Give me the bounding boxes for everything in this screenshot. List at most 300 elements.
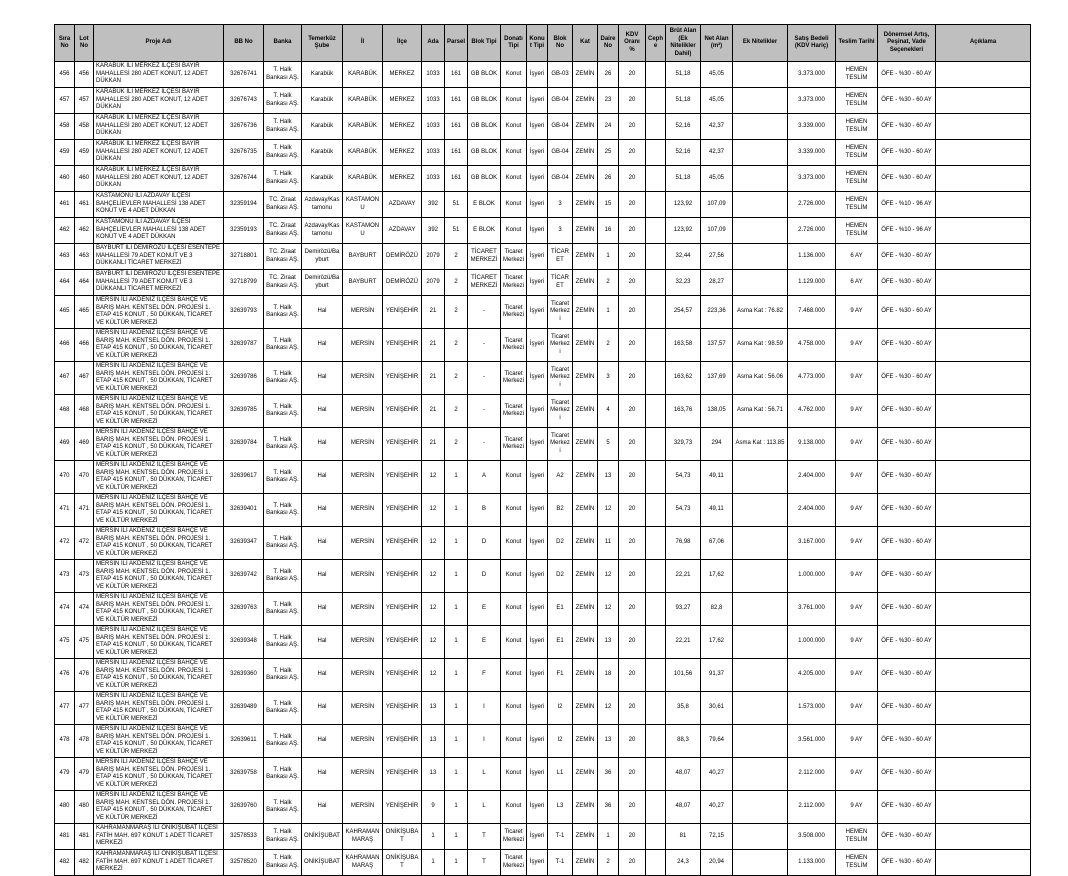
column-header-cephe: Cephe	[646, 25, 666, 62]
column-header-brut: Brüt Alan (Ek Nitelikler Dahil)	[666, 25, 701, 62]
cell-lot: 456	[75, 62, 94, 88]
cell-ilce: MERKEZ	[383, 88, 422, 114]
cell-banka: T. Halk Bankası AŞ.	[264, 758, 302, 791]
cell-donati: Konut	[501, 626, 527, 659]
cell-ilce: YENİŞEHİR	[383, 725, 422, 758]
cell-vade: ÖFE - %30 - 60 AY	[878, 626, 936, 659]
cell-kdv: 20	[619, 461, 646, 494]
cell-satis: 3.339.000	[788, 140, 836, 166]
column-header-kat: Kat	[573, 25, 598, 62]
cell-cephe	[646, 362, 666, 395]
cell-vade: ÖFE - %30 - 60 AY	[878, 527, 936, 560]
cell-lot: 472	[75, 527, 94, 560]
cell-konut_tipi: İşyeri	[527, 758, 548, 791]
cell-aciklama	[936, 527, 1031, 560]
cell-banka: T. Halk Bankası AŞ.	[264, 692, 302, 725]
cell-vade: ÖFE - %30 - 60 AY	[878, 114, 936, 140]
cell-sube: Hal	[302, 428, 343, 461]
cell-bb: 32639489	[224, 692, 264, 725]
cell-net: 107,09	[701, 218, 733, 244]
cell-aciklama	[936, 428, 1031, 461]
cell-vade: ÖFE - %30 - 60 AY	[878, 791, 936, 824]
cell-brut: 48,07	[666, 791, 701, 824]
cell-lot: 479	[75, 758, 94, 791]
cell-bb: 32639611	[224, 725, 264, 758]
cell-vade: ÖFE - %30 - 60 AY	[878, 659, 936, 692]
cell-il: MERSİN	[343, 692, 383, 725]
cell-blok_no: TİCARET	[548, 244, 573, 270]
cell-ada: 12	[422, 527, 445, 560]
cell-ilce: YENİŞEHİR	[383, 329, 422, 362]
cell-il: MERSİN	[343, 560, 383, 593]
table-row	[55, 395, 1031, 428]
cell-blok_tipi: I	[468, 692, 501, 725]
cell-cephe	[646, 791, 666, 824]
header-row	[55, 25, 1031, 62]
column-header-ada: Ada	[422, 25, 445, 62]
cell-daire: 11	[598, 527, 619, 560]
cell-brut: 22,21	[666, 626, 701, 659]
cell-aciklama	[936, 395, 1031, 428]
cell-satis: 1.133.000	[788, 850, 836, 876]
cell-kat: ZEMİN	[573, 218, 598, 244]
table-row	[55, 192, 1031, 218]
cell-sube: Demirözü/Bayburt	[302, 270, 343, 296]
cell-donati: Konut	[501, 494, 527, 527]
cell-donati: Konut	[501, 218, 527, 244]
cell-ek	[733, 140, 788, 166]
cell-blok_tipi: GB BLOK	[468, 140, 501, 166]
cell-teslim: 9 AY	[836, 494, 878, 527]
cell-bb: 32578520	[224, 850, 264, 876]
cell-blok_tipi: -	[468, 362, 501, 395]
cell-kat: ZEMİN	[573, 758, 598, 791]
cell-cephe	[646, 626, 666, 659]
cell-banka: TC. Ziraat Bankası AŞ.	[264, 244, 302, 270]
cell-aciklama	[936, 626, 1031, 659]
cell-donati: Ticaret Merkezi	[501, 329, 527, 362]
cell-konut_tipi: İşyeri	[527, 659, 548, 692]
cell-parsel: 1	[445, 758, 468, 791]
cell-teslim: 9 AY	[836, 626, 878, 659]
cell-konut_tipi: İşyeri	[527, 494, 548, 527]
cell-brut: 52,16	[666, 140, 701, 166]
cell-lot: 478	[75, 725, 94, 758]
cell-il: MERSİN	[343, 758, 383, 791]
cell-net: 40,27	[701, 758, 733, 791]
cell-ek	[733, 527, 788, 560]
cell-blok_tipi: -	[468, 428, 501, 461]
cell-blok_no: GB-04	[548, 166, 573, 192]
cell-sira: 476	[55, 659, 75, 692]
cell-banka: TC. Ziraat Bankası AŞ.	[264, 192, 302, 218]
column-header-daire: Daire No	[598, 25, 619, 62]
column-header-kdv: KDV Oranı %	[619, 25, 646, 62]
cell-il: KAHRAMANMARAŞ	[343, 824, 383, 850]
cell-blok_no: Ticaret Merkezi	[548, 428, 573, 461]
cell-proje: MERSİN İLİ AKDENİZ İLÇESİ BAHÇE VE BARIŞ MAH. KENTSEL DÖN. PROJESİ 1. ETAP 415 KONUT , 50 DÜKKAN, TİCARET VE KÜLTÜR MERKEZİ	[94, 428, 224, 461]
cell-parsel: 1	[445, 560, 468, 593]
cell-sira: 463	[55, 244, 75, 270]
cell-ek	[733, 659, 788, 692]
cell-sube: Karabük	[302, 140, 343, 166]
cell-banka: T. Halk Bankası AŞ.	[264, 395, 302, 428]
cell-blok_tipi: E	[468, 626, 501, 659]
cell-banka: T. Halk Bankası AŞ.	[264, 593, 302, 626]
cell-parsel: 2	[445, 395, 468, 428]
cell-bb: 32639786	[224, 362, 264, 395]
cell-il: KASTAMONU	[343, 218, 383, 244]
cell-il: MERSİN	[343, 791, 383, 824]
cell-bb: 32639760	[224, 791, 264, 824]
cell-teslim: 9 AY	[836, 527, 878, 560]
cell-kdv: 20	[619, 758, 646, 791]
cell-proje: BAYBURT İLİ DEMİRÖZÜ İLÇESİ ESENTEPE MAHALLESİ 79 ADET KONUT VE 3 DÜKKANLI TİCARET MERKEZİ	[94, 244, 224, 270]
cell-lot: 476	[75, 659, 94, 692]
cell-blok_tipi: F	[468, 659, 501, 692]
cell-ilce: ONİKİŞUBAT	[383, 850, 422, 876]
cell-parsel: 161	[445, 88, 468, 114]
cell-konut_tipi: İşyeri	[527, 428, 548, 461]
cell-ilce: YENİŞEHİR	[383, 560, 422, 593]
cell-cephe	[646, 428, 666, 461]
cell-teslim: HEMEN TESLİM	[836, 88, 878, 114]
cell-ilce: YENİŞEHİR	[383, 791, 422, 824]
cell-lot: 465	[75, 296, 94, 329]
cell-lot: 475	[75, 626, 94, 659]
cell-sube: Hal	[302, 494, 343, 527]
cell-cephe	[646, 192, 666, 218]
cell-parsel: 51	[445, 192, 468, 218]
cell-ek	[733, 850, 788, 876]
cell-daire: 36	[598, 758, 619, 791]
cell-satis: 2.726.000	[788, 192, 836, 218]
cell-donati: Konut	[501, 725, 527, 758]
cell-teslim: 6 AY	[836, 244, 878, 270]
cell-sube: Hal	[302, 758, 343, 791]
cell-sube: Demirözü/Bayburt	[302, 244, 343, 270]
cell-kat: ZEMİN	[573, 659, 598, 692]
cell-il: KARABÜK	[343, 166, 383, 192]
cell-brut: 54,73	[666, 461, 701, 494]
cell-teslim: 9 AY	[836, 428, 878, 461]
cell-kdv: 20	[619, 791, 646, 824]
cell-satis: 2.726.000	[788, 218, 836, 244]
cell-sira: 469	[55, 428, 75, 461]
cell-lot: 463	[75, 244, 94, 270]
cell-proje: MERSİN İLİ AKDENİZ İLÇESİ BAHÇE VE BARIŞ MAH. KENTSEL DÖN. PROJESİ 1. ETAP 415 KONUT , 50 DÜKKAN, TİCARET VE KÜLTÜR MERKEZİ	[94, 692, 224, 725]
cell-sube: Hal	[302, 692, 343, 725]
cell-donati: Konut	[501, 140, 527, 166]
cell-lot: 462	[75, 218, 94, 244]
cell-blok_tipi: -	[468, 329, 501, 362]
cell-proje: KAHRAMANMARAŞ İLİ ONİKİŞUBAT İLÇESİ FATİH MAH. 697 KONUT 1 ADET TİCARET MERKEZİ	[94, 850, 224, 876]
cell-parsel: 2	[445, 296, 468, 329]
cell-kat: ZEMİN	[573, 791, 598, 824]
cell-bb: 32639347	[224, 527, 264, 560]
cell-brut: 123,92	[666, 192, 701, 218]
cell-lot: 464	[75, 270, 94, 296]
cell-donati: Konut	[501, 791, 527, 824]
cell-net: 45,05	[701, 88, 733, 114]
cell-aciklama	[936, 560, 1031, 593]
cell-konut_tipi: İşyeri	[527, 791, 548, 824]
table-row	[55, 527, 1031, 560]
table-row	[55, 494, 1031, 527]
cell-cephe	[646, 527, 666, 560]
cell-kat: ZEMİN	[573, 527, 598, 560]
cell-blok_no: 3	[548, 192, 573, 218]
column-header-satis: Satış Bedeli (KDV Hariç)	[788, 25, 836, 62]
cell-kdv: 20	[619, 560, 646, 593]
cell-ek	[733, 494, 788, 527]
cell-sira: 460	[55, 166, 75, 192]
cell-ek: Asma Kat : 113.85	[733, 428, 788, 461]
cell-sira: 478	[55, 725, 75, 758]
cell-lot: 467	[75, 362, 94, 395]
cell-sube: Azdavay/Kastamonu	[302, 218, 343, 244]
cell-parsel: 51	[445, 218, 468, 244]
cell-donati: Konut	[501, 88, 527, 114]
cell-blok_tipi: GB BLOK	[468, 62, 501, 88]
cell-daire: 1	[598, 824, 619, 850]
cell-donati: Ticaret Merkezi	[501, 362, 527, 395]
cell-brut: 51,18	[666, 166, 701, 192]
cell-ek	[733, 192, 788, 218]
cell-lot: 466	[75, 329, 94, 362]
cell-il: MERSİN	[343, 395, 383, 428]
cell-satis: 1.129.000	[788, 270, 836, 296]
cell-satis: 3.167.000	[788, 527, 836, 560]
cell-sira: 480	[55, 791, 75, 824]
cell-blok_tipi: GB BLOK	[468, 166, 501, 192]
cell-banka: T. Halk Bankası AŞ.	[264, 428, 302, 461]
cell-kat: ZEMİN	[573, 140, 598, 166]
cell-il: BAYBURT	[343, 270, 383, 296]
cell-bb: 32359194	[224, 192, 264, 218]
cell-il: KARABÜK	[343, 114, 383, 140]
cell-satis: 1.000.000	[788, 626, 836, 659]
cell-sira: 457	[55, 88, 75, 114]
cell-sube: Hal	[302, 725, 343, 758]
cell-brut: 163,62	[666, 362, 701, 395]
cell-kdv: 20	[619, 824, 646, 850]
cell-ada: 1033	[422, 140, 445, 166]
table-row	[55, 114, 1031, 140]
cell-lot: 474	[75, 593, 94, 626]
cell-proje: MERSİN İLİ AKDENİZ İLÇESİ BAHÇE VE BARIŞ MAH. KENTSEL DÖN. PROJESİ 1. ETAP 415 KONUT , 50 DÜKKAN, TİCARET VE KÜLTÜR MERKEZİ	[94, 659, 224, 692]
cell-net: 294	[701, 428, 733, 461]
cell-teslim: HEMEN TESLİM	[836, 824, 878, 850]
cell-kat: ZEMİN	[573, 166, 598, 192]
cell-banka: T. Halk Bankası AŞ.	[264, 362, 302, 395]
cell-kat: ZEMİN	[573, 62, 598, 88]
cell-aciklama	[936, 659, 1031, 692]
cell-sira: 465	[55, 296, 75, 329]
cell-konut_tipi: İşyeri	[527, 218, 548, 244]
cell-kdv: 20	[619, 270, 646, 296]
cell-blok_no: Ticaret Merkezi	[548, 329, 573, 362]
cell-parsel: 1	[445, 850, 468, 876]
cell-daire: 12	[598, 560, 619, 593]
cell-sira: 481	[55, 824, 75, 850]
cell-ek	[733, 758, 788, 791]
cell-cephe	[646, 329, 666, 362]
cell-donati: Konut	[501, 527, 527, 560]
cell-ada: 13	[422, 692, 445, 725]
cell-daire: 25	[598, 140, 619, 166]
cell-ada: 12	[422, 659, 445, 692]
cell-ek	[733, 626, 788, 659]
cell-kat: ZEMİN	[573, 244, 598, 270]
cell-blok_tipi: E BLOK	[468, 218, 501, 244]
cell-vade: ÖFE - %30 - 60 AY	[878, 593, 936, 626]
cell-brut: 54,73	[666, 494, 701, 527]
cell-parsel: 1	[445, 791, 468, 824]
cell-bb: 32639401	[224, 494, 264, 527]
cell-aciklama	[936, 824, 1031, 850]
cell-blok_tipi: D	[468, 527, 501, 560]
cell-teslim: 9 AY	[836, 560, 878, 593]
cell-ada: 1033	[422, 62, 445, 88]
cell-proje: MERSİN İLİ AKDENİZ İLÇESİ BAHÇE VE BARIŞ MAH. KENTSEL DÖN. PROJESİ 1. ETAP 415 KONUT , 50 DÜKKAN, TİCARET VE KÜLTÜR MERKEZİ	[94, 560, 224, 593]
cell-sube: Hal	[302, 362, 343, 395]
cell-satis: 2.112.000	[788, 758, 836, 791]
cell-sube: Hal	[302, 593, 343, 626]
cell-proje: MERSİN İLİ AKDENİZ İLÇESİ BAHÇE VE BARIŞ MAH. KENTSEL DÖN. PROJESİ 1. ETAP 415 KONUT , 50 DÜKKAN, TİCARET VE KÜLTÜR MERKEZİ	[94, 527, 224, 560]
cell-proje: BAYBURT İLİ DEMİRÖZÜ İLÇESİ ESENTEPE MAHALLESİ 79 ADET KONUT VE 3 DÜKKANLI TİCARET MERKEZİ	[94, 270, 224, 296]
cell-proje: KASTAMONU İLİ AZDAVAY İLÇESİ BAHÇELİEVLER MAHALLESİ 138 ADET KONUT VE 4 ADET DÜKKAN	[94, 192, 224, 218]
cell-satis: 3.508.000	[788, 824, 836, 850]
cell-ada: 12	[422, 494, 445, 527]
cell-ek	[733, 218, 788, 244]
cell-konut_tipi: İşyeri	[527, 244, 548, 270]
cell-cephe	[646, 824, 666, 850]
cell-donati: Ticaret Merkezi	[501, 395, 527, 428]
cell-kdv: 20	[619, 395, 646, 428]
cell-kdv: 20	[619, 166, 646, 192]
cell-il: KARABÜK	[343, 140, 383, 166]
cell-lot: 471	[75, 494, 94, 527]
cell-blok_no: B2	[548, 494, 573, 527]
cell-kdv: 20	[619, 114, 646, 140]
table-row	[55, 791, 1031, 824]
cell-lot: 457	[75, 88, 94, 114]
cell-ek	[733, 166, 788, 192]
cell-sube: Hal	[302, 560, 343, 593]
cell-daire: 13	[598, 725, 619, 758]
column-header-donati: Donatı Tipi	[501, 25, 527, 62]
cell-cephe	[646, 560, 666, 593]
cell-il: MERSİN	[343, 626, 383, 659]
table-row	[55, 428, 1031, 461]
table-row	[55, 244, 1031, 270]
cell-aciklama	[936, 88, 1031, 114]
cell-ada: 2079	[422, 270, 445, 296]
cell-sube: ONİKİŞUBAT	[302, 824, 343, 850]
cell-ek	[733, 461, 788, 494]
cell-bb: 32639617	[224, 461, 264, 494]
column-header-blok_no: Blok No	[548, 25, 573, 62]
table-row	[55, 626, 1031, 659]
cell-konut_tipi: İşyeri	[527, 850, 548, 876]
cell-lot: 458	[75, 114, 94, 140]
cell-vade: ÖFE - %30 - 60 AY	[878, 560, 936, 593]
cell-kdv: 20	[619, 593, 646, 626]
cell-brut: 81	[666, 824, 701, 850]
cell-daire: 13	[598, 626, 619, 659]
cell-parsel: 161	[445, 114, 468, 140]
cell-konut_tipi: İşyeri	[527, 626, 548, 659]
cell-blok_no: D2	[548, 560, 573, 593]
cell-ek: Asma Kat : 76.82	[733, 296, 788, 329]
cell-sira: 473	[55, 560, 75, 593]
cell-banka: T. Halk Bankası AŞ.	[264, 494, 302, 527]
cell-sira: 458	[55, 114, 75, 140]
cell-proje: MERSİN İLİ AKDENİZ İLÇESİ BAHÇE VE BARIŞ MAH. KENTSEL DÖN. PROJESİ 1. ETAP 415 KONUT , 50 DÜKKAN, TİCARET VE KÜLTÜR MERKEZİ	[94, 461, 224, 494]
cell-ek	[733, 114, 788, 140]
cell-ilce: MERKEZ	[383, 140, 422, 166]
cell-kat: ZEMİN	[573, 850, 598, 876]
table-row	[55, 140, 1031, 166]
cell-satis: 1.573.000	[788, 692, 836, 725]
cell-parsel: 1	[445, 725, 468, 758]
cell-daire: 1	[598, 244, 619, 270]
cell-blok_no: GB-03	[548, 62, 573, 88]
cell-blok_no: GB-04	[548, 140, 573, 166]
cell-sube: Hal	[302, 791, 343, 824]
cell-brut: 163,58	[666, 329, 701, 362]
cell-konut_tipi: İşyeri	[527, 461, 548, 494]
cell-vade: ÖFE - %30 - 60 AY	[878, 88, 936, 114]
cell-bb: 32639793	[224, 296, 264, 329]
cell-cephe	[646, 659, 666, 692]
cell-cephe	[646, 692, 666, 725]
cell-ilce: YENİŞEHİR	[383, 659, 422, 692]
cell-kdv: 20	[619, 428, 646, 461]
cell-sube: Azdavay/Kastamonu	[302, 192, 343, 218]
cell-aciklama	[936, 461, 1031, 494]
cell-il: MERSİN	[343, 725, 383, 758]
cell-kat: ZEMİN	[573, 692, 598, 725]
cell-ek	[733, 244, 788, 270]
cell-aciklama	[936, 166, 1031, 192]
cell-konut_tipi: İşyeri	[527, 114, 548, 140]
cell-sube: Hal	[302, 329, 343, 362]
cell-daire: 15	[598, 192, 619, 218]
column-header-bb: BB No	[224, 25, 264, 62]
cell-proje: MERSİN İLİ AKDENİZ İLÇESİ BAHÇE VE BARIŞ MAH. KENTSEL DÖN. PROJESİ 1. ETAP 415 KONUT , 50 DÜKKAN, TİCARET VE KÜLTÜR MERKEZİ	[94, 296, 224, 329]
table-row	[55, 461, 1031, 494]
cell-kat: ZEMİN	[573, 329, 598, 362]
cell-bb: 32359193	[224, 218, 264, 244]
cell-ilce: AZDAVAY	[383, 218, 422, 244]
cell-parsel: 2	[445, 428, 468, 461]
cell-vade: ÖFE - %30 - 60 AY	[878, 461, 936, 494]
cell-il: MERSİN	[343, 494, 383, 527]
cell-net: 223,36	[701, 296, 733, 329]
cell-donati: Ticaret Merkezi	[501, 296, 527, 329]
cell-kdv: 20	[619, 362, 646, 395]
table-row	[55, 758, 1031, 791]
cell-ilce: AZDAVAY	[383, 192, 422, 218]
column-header-konut_tipi: Konut Tipi	[527, 25, 548, 62]
cell-sira: 479	[55, 758, 75, 791]
cell-banka: T. Halk Bankası AŞ.	[264, 527, 302, 560]
cell-sira: 482	[55, 850, 75, 876]
cell-satis: 3.373.000	[788, 166, 836, 192]
cell-proje: KARABÜK İLİ MERKEZ İLÇESİ BAYIR MAHALLESİ 280 ADET KONUT, 12 ADET DÜKKAN	[94, 166, 224, 192]
